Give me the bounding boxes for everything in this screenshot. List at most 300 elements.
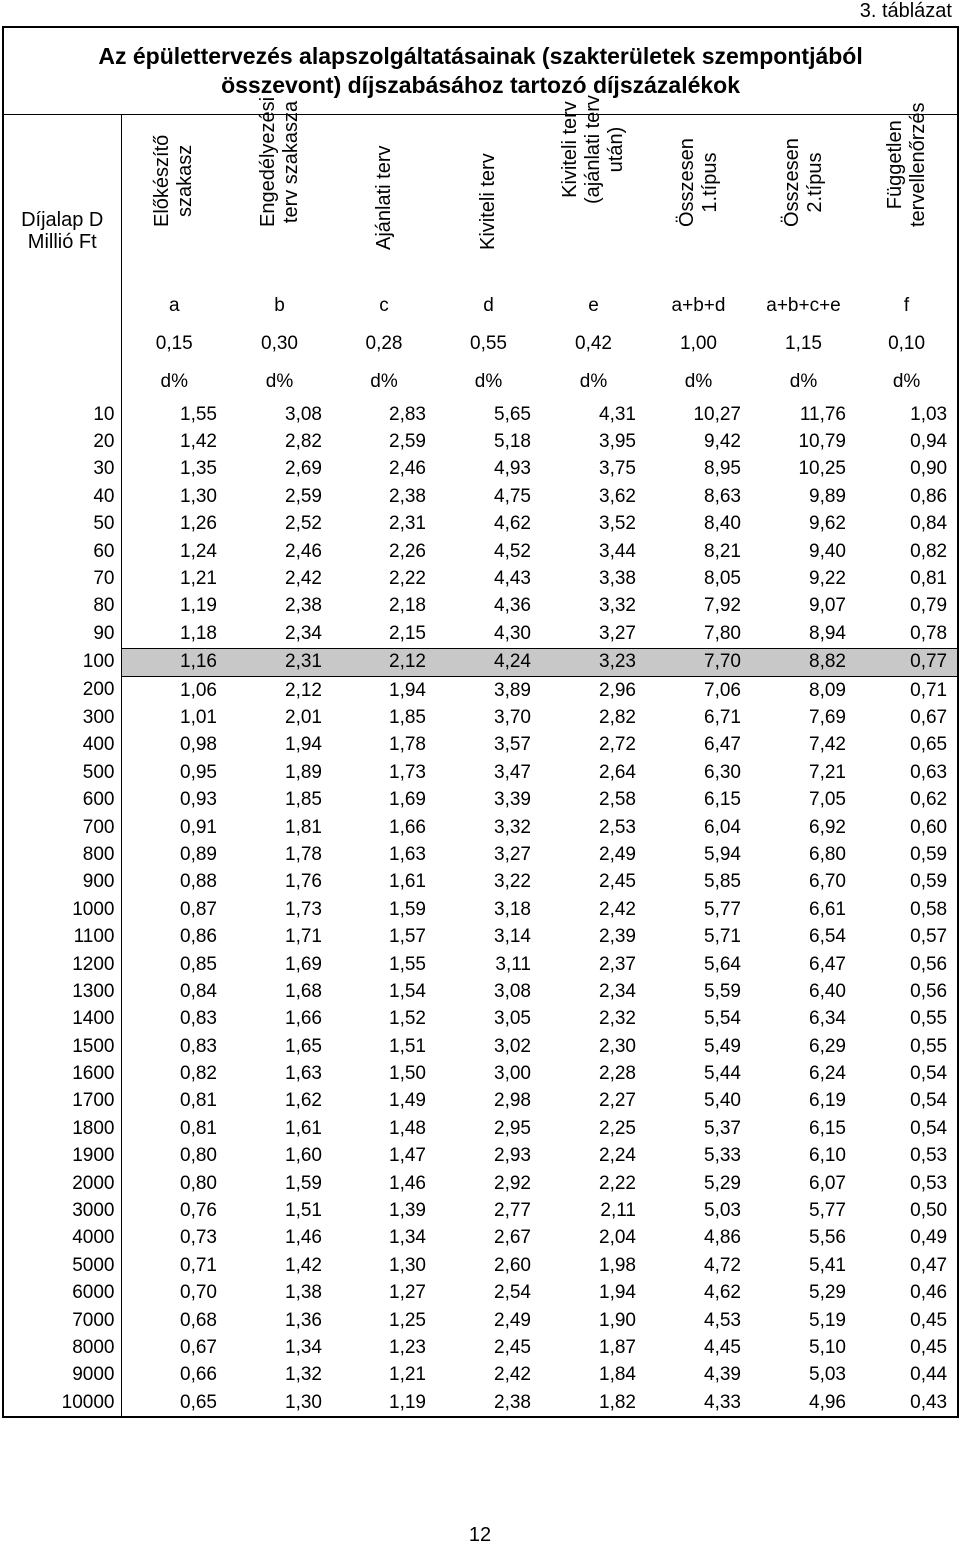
table-cell: 8,09 bbox=[809, 679, 846, 701]
row-label: 300 bbox=[3, 704, 121, 731]
table-title bbox=[3, 27, 958, 115]
column-header-text bbox=[151, 135, 197, 227]
table-cell: 6,40 bbox=[809, 980, 846, 1002]
table-cell: 4,75 bbox=[494, 485, 531, 507]
table-cell: 6,07 bbox=[809, 1172, 846, 1194]
table-cell: 1,62 bbox=[285, 1090, 322, 1112]
table-cell: 0,87 bbox=[180, 898, 217, 920]
table-cell: 0,80 bbox=[180, 1172, 217, 1194]
table-cell: 9,40 bbox=[809, 540, 846, 562]
table-cell: 1,23 bbox=[389, 1336, 426, 1358]
table-cell: 5,03 bbox=[704, 1200, 741, 1222]
table-cell: 2,96 bbox=[599, 679, 636, 701]
table-cell: 4,93 bbox=[494, 458, 531, 480]
table-cell: 0,70 bbox=[180, 1282, 217, 1304]
table-cell: 0,82 bbox=[180, 1063, 217, 1085]
table-cell: 1,78 bbox=[389, 734, 426, 756]
table-cell: 3,70 bbox=[494, 706, 531, 728]
row-label: 800 bbox=[3, 841, 121, 868]
table-cell: 0,93 bbox=[180, 789, 217, 811]
row-label: 50 bbox=[3, 511, 121, 538]
table-cell: 1,66 bbox=[389, 816, 426, 838]
table-cell: 2,34 bbox=[285, 622, 322, 644]
row-label: 6000 bbox=[3, 1280, 121, 1307]
table-cell: 9,07 bbox=[809, 595, 846, 617]
table-cell: 0,49 bbox=[910, 1227, 948, 1249]
table-cell: 4,86 bbox=[704, 1227, 741, 1249]
table-row bbox=[3, 704, 958, 731]
table-cell: 5,19 bbox=[809, 1309, 846, 1331]
table-row bbox=[3, 648, 958, 676]
table-cell: 8,95 bbox=[704, 458, 741, 480]
column-header-line: (ajánlati terv bbox=[582, 95, 604, 204]
table-cell: 1,24 bbox=[180, 540, 217, 562]
table-cell: 3,95 bbox=[599, 431, 636, 453]
column-header-line: Előkészítő bbox=[151, 134, 174, 227]
table-row bbox=[3, 1170, 958, 1197]
table-cell: 10,79 bbox=[798, 431, 846, 453]
table-cell: 3,05 bbox=[494, 1008, 531, 1030]
table-cell: 3,75 bbox=[599, 458, 636, 480]
table-cell: 1,38 bbox=[285, 1282, 322, 1304]
column-header-d bbox=[436, 115, 541, 288]
table-cell: 5,41 bbox=[809, 1254, 846, 1276]
table-cell: 1,52 bbox=[389, 1008, 426, 1030]
table-cell: 1,61 bbox=[285, 1117, 322, 1139]
table-row bbox=[3, 1115, 958, 1142]
table-cell: 8,21 bbox=[704, 540, 741, 562]
table-cell: 1,26 bbox=[180, 513, 217, 535]
table-cell: 1,76 bbox=[285, 871, 322, 893]
column-code: c bbox=[379, 295, 389, 316]
table-cell: 1,42 bbox=[285, 1254, 322, 1276]
column-header-line: Összesen bbox=[780, 138, 803, 227]
table-cell: 0,89 bbox=[180, 843, 217, 865]
table-cell: 7,92 bbox=[704, 595, 741, 617]
table-cell: 3,38 bbox=[599, 568, 636, 590]
fee-table bbox=[2, 26, 959, 1418]
table-cell: 2,22 bbox=[389, 568, 426, 590]
table-cell: 2,59 bbox=[389, 431, 426, 453]
table-cell: 0,71 bbox=[910, 679, 948, 701]
table-row bbox=[3, 483, 958, 510]
table-cell: 0,54 bbox=[910, 1063, 948, 1085]
table-cell: 5,77 bbox=[809, 1200, 846, 1222]
column-header-text bbox=[676, 138, 722, 227]
table-cell: 8,94 bbox=[809, 622, 846, 644]
table-cell: 1,54 bbox=[389, 980, 426, 1002]
table-cell: 3,02 bbox=[494, 1035, 531, 1057]
table-cell: 4,52 bbox=[494, 540, 531, 562]
row-header-line-2: Millió Ft bbox=[27, 231, 97, 253]
column-weight: 0,28 bbox=[365, 333, 403, 354]
row-label: 1700 bbox=[3, 1088, 121, 1115]
table-cell: 4,30 bbox=[494, 622, 531, 644]
table-cell: 2,93 bbox=[494, 1145, 531, 1167]
table-row bbox=[3, 1334, 958, 1361]
table-cell: 2,27 bbox=[599, 1090, 636, 1112]
table-cell: 1,35 bbox=[180, 458, 217, 480]
table-cell: 2,46 bbox=[285, 540, 322, 562]
column-weight: 1,15 bbox=[785, 333, 822, 354]
table-cell: 2,82 bbox=[285, 431, 322, 453]
table-cell: 0,53 bbox=[910, 1172, 948, 1194]
table-cell: 0,54 bbox=[910, 1090, 948, 1112]
table-cell: 0,45 bbox=[910, 1336, 948, 1358]
table-cell: 2,01 bbox=[285, 706, 322, 728]
table-cell: 1,21 bbox=[180, 568, 217, 590]
table-cell: 1,82 bbox=[599, 1391, 636, 1413]
table-cell: 0,55 bbox=[910, 1008, 948, 1030]
table-cell: 2,42 bbox=[494, 1364, 531, 1386]
table-cell: 5,33 bbox=[704, 1145, 741, 1167]
table-row bbox=[3, 428, 958, 455]
table-cell: 9,62 bbox=[809, 513, 846, 535]
table-cell: 2,58 bbox=[599, 789, 636, 811]
table-cell: 2,15 bbox=[389, 622, 426, 644]
row-header-line-1: Díjalap D bbox=[21, 209, 104, 231]
table-cell: 0,58 bbox=[910, 898, 948, 920]
table-cell: 7,42 bbox=[809, 734, 846, 756]
table-cell: 0,80 bbox=[180, 1145, 217, 1167]
column-weight: 0,30 bbox=[261, 333, 298, 354]
table-cell: 2,69 bbox=[285, 458, 322, 480]
column-code: b bbox=[274, 295, 285, 316]
table-cell: 1,57 bbox=[389, 926, 426, 948]
table-cell: 8,82 bbox=[751, 648, 856, 676]
table-cell: 1,36 bbox=[285, 1309, 322, 1331]
column-unit: d% bbox=[892, 371, 921, 392]
table-cell: 0,68 bbox=[180, 1309, 217, 1331]
table-row bbox=[3, 1033, 958, 1060]
table-cell: 2,31 bbox=[389, 513, 426, 535]
column-header-text bbox=[559, 95, 628, 204]
table-cell: 7,05 bbox=[809, 789, 846, 811]
table-row bbox=[3, 538, 958, 565]
table-row bbox=[3, 1197, 958, 1224]
table-cell: 5,56 bbox=[809, 1227, 846, 1249]
table-cell: 5,49 bbox=[704, 1035, 741, 1057]
table-cell: 7,06 bbox=[704, 679, 741, 701]
column-header-e bbox=[541, 95, 646, 288]
column-header-line: tervellenőrzés bbox=[906, 102, 929, 227]
table-cell: 5,18 bbox=[494, 431, 531, 453]
table-cell: 2,32 bbox=[599, 1008, 636, 1030]
row-label: 900 bbox=[3, 869, 121, 896]
table-row bbox=[3, 786, 958, 813]
table-row bbox=[3, 732, 958, 759]
table-cell: 1,85 bbox=[389, 706, 426, 728]
table-cell: 1,94 bbox=[389, 679, 426, 701]
table-cell: 1,81 bbox=[285, 816, 322, 838]
row-label: 400 bbox=[3, 732, 121, 759]
column-unit: d% bbox=[579, 371, 608, 392]
table-row bbox=[3, 1252, 958, 1279]
row-label: 700 bbox=[3, 814, 121, 841]
table-cell: 0,71 bbox=[180, 1254, 217, 1276]
table-cell: 6,04 bbox=[704, 816, 741, 838]
column-header-line: Független bbox=[883, 120, 906, 210]
column-code: f bbox=[903, 295, 910, 316]
row-label: 70 bbox=[3, 565, 121, 592]
table-cell: 0,88 bbox=[180, 871, 217, 893]
table-cell: 5,10 bbox=[809, 1336, 846, 1358]
table-cell: 0,50 bbox=[910, 1200, 948, 1222]
table-cell: 5,03 bbox=[809, 1364, 846, 1386]
table-row bbox=[3, 620, 958, 648]
row-label: 5000 bbox=[3, 1252, 121, 1279]
table-cell: 1,51 bbox=[285, 1200, 322, 1222]
row-label: 1100 bbox=[3, 923, 121, 950]
table-cell: 5,40 bbox=[704, 1090, 741, 1112]
table-cell: 0,85 bbox=[180, 953, 217, 975]
table-row bbox=[3, 841, 958, 868]
table-cell: 1,63 bbox=[389, 843, 426, 865]
table-cell: 6,80 bbox=[809, 843, 846, 865]
table-cell: 0,79 bbox=[910, 595, 948, 617]
table-cell: 3,44 bbox=[599, 540, 636, 562]
table-cell: 1,27 bbox=[389, 1282, 426, 1304]
table-cell: 1,94 bbox=[285, 734, 322, 756]
table-cell: 0,76 bbox=[180, 1200, 217, 1222]
table-cell: 3,22 bbox=[494, 871, 531, 893]
table-cell: 1,59 bbox=[389, 898, 426, 920]
table-cell: 0,81 bbox=[910, 568, 948, 590]
table-row bbox=[3, 923, 958, 950]
table-cell: 1,98 bbox=[599, 1254, 636, 1276]
table-row bbox=[3, 1060, 958, 1087]
table-row bbox=[3, 1143, 958, 1170]
table-cell: 2,38 bbox=[285, 595, 322, 617]
table-cell: 0,45 bbox=[910, 1309, 948, 1331]
table-cell: 2,64 bbox=[599, 761, 636, 783]
column-weight: 0,10 bbox=[888, 333, 926, 354]
table-cell: 3,23 bbox=[541, 648, 646, 676]
table-row bbox=[3, 1280, 958, 1307]
column-header-text bbox=[884, 102, 930, 227]
column-unit: d% bbox=[265, 371, 294, 392]
table-cell: 0,65 bbox=[910, 734, 948, 756]
table-cell: 6,19 bbox=[809, 1090, 846, 1112]
row-label: 100 bbox=[3, 648, 121, 676]
row-label: 1300 bbox=[3, 978, 121, 1005]
table-cell: 5,44 bbox=[704, 1063, 741, 1085]
table-cell: 1,89 bbox=[285, 761, 322, 783]
table-cell: 0,43 bbox=[910, 1391, 948, 1413]
table-cell: 5,71 bbox=[704, 926, 741, 948]
row-label: 1000 bbox=[3, 896, 121, 923]
row-label: 1200 bbox=[3, 951, 121, 978]
column-code: a+b+d bbox=[671, 295, 726, 316]
table-cell: 1,84 bbox=[599, 1364, 636, 1386]
table-cell: 0,67 bbox=[180, 1336, 217, 1358]
row-label: 9000 bbox=[3, 1362, 121, 1389]
table-cell: 1,30 bbox=[180, 485, 217, 507]
table-cell: 3,62 bbox=[599, 485, 636, 507]
table-cell: 2,12 bbox=[285, 679, 322, 701]
column-header-f bbox=[856, 102, 958, 288]
table-cell: 1,46 bbox=[285, 1227, 322, 1249]
table-cell: 3,08 bbox=[285, 403, 322, 425]
table-cell: 7,80 bbox=[704, 622, 741, 644]
table-cell: 4,39 bbox=[704, 1364, 741, 1386]
row-label: 4000 bbox=[3, 1225, 121, 1252]
table-cell: 1,73 bbox=[285, 898, 322, 920]
table-cell: 0,59 bbox=[910, 871, 948, 893]
table-row bbox=[3, 401, 958, 428]
table-cell: 6,24 bbox=[809, 1063, 846, 1085]
table-cell: 2,46 bbox=[389, 458, 426, 480]
table-row bbox=[3, 869, 958, 896]
table-cell: 4,45 bbox=[704, 1336, 741, 1358]
table-cell: 1,94 bbox=[599, 1282, 636, 1304]
table-cell: 2,37 bbox=[599, 953, 636, 975]
table-cell: 0,77 bbox=[856, 648, 958, 676]
row-label: 8000 bbox=[3, 1334, 121, 1361]
table-cell: 2,04 bbox=[599, 1227, 636, 1249]
table-cell: 1,63 bbox=[285, 1063, 322, 1085]
table-cell: 5,29 bbox=[704, 1172, 741, 1194]
table-cell: 6,47 bbox=[809, 953, 846, 975]
table-cell: 3,27 bbox=[599, 622, 636, 644]
column-header-line: Ajánlati terv bbox=[372, 145, 395, 250]
table-cell: 1,06 bbox=[180, 679, 217, 701]
table-cell: 6,70 bbox=[809, 871, 846, 893]
table-cell: 0,60 bbox=[910, 816, 948, 838]
table-cell: 1,19 bbox=[180, 595, 217, 617]
table-cell: 2,24 bbox=[599, 1145, 636, 1167]
row-label: 30 bbox=[3, 456, 121, 483]
table-cell: 3,57 bbox=[494, 734, 531, 756]
table-cell: 1,73 bbox=[389, 761, 426, 783]
table-cell: 2,98 bbox=[494, 1090, 531, 1112]
table-cell: 3,32 bbox=[599, 595, 636, 617]
table-cell: 0,62 bbox=[910, 789, 948, 811]
table-cell: 2,92 bbox=[494, 1172, 531, 1194]
table-cell: 2,45 bbox=[494, 1336, 531, 1358]
table-cell: 1,85 bbox=[285, 789, 322, 811]
table-cell: 1,51 bbox=[389, 1035, 426, 1057]
table-cell: 3,47 bbox=[494, 761, 531, 783]
table-cell: 3,14 bbox=[494, 926, 531, 948]
table-cell: 1,39 bbox=[389, 1200, 426, 1222]
column-weight: 1,00 bbox=[680, 333, 717, 354]
table-cell: 1,42 bbox=[180, 431, 217, 453]
table-row bbox=[3, 1362, 958, 1389]
table-cell: 3,08 bbox=[494, 980, 531, 1002]
row-label: 1400 bbox=[3, 1006, 121, 1033]
table-cell: 6,15 bbox=[704, 789, 741, 811]
column-header-line: után) bbox=[605, 126, 627, 173]
table-cell: 0,84 bbox=[180, 980, 217, 1002]
table-cell: 1,32 bbox=[285, 1364, 322, 1386]
table-cell: 1,69 bbox=[285, 953, 322, 975]
column-unit: d% bbox=[684, 371, 713, 392]
table-cell: 1,47 bbox=[389, 1145, 426, 1167]
table-cell: 2,28 bbox=[599, 1063, 636, 1085]
table-cell: 0,47 bbox=[910, 1254, 948, 1276]
table-cell: 1,34 bbox=[389, 1227, 426, 1249]
table-cell: 0,67 bbox=[910, 706, 948, 728]
column-header-text bbox=[373, 146, 396, 251]
table-cell: 2,49 bbox=[494, 1309, 531, 1331]
row-label: 3000 bbox=[3, 1197, 121, 1224]
column-header-a-b-c-e bbox=[751, 115, 856, 288]
table-cell: 2,25 bbox=[599, 1117, 636, 1139]
table-cell: 3,11 bbox=[495, 953, 531, 975]
table-cell: 1,19 bbox=[389, 1391, 426, 1413]
table-cell: 3,27 bbox=[494, 843, 531, 865]
table-cell: 1,21 bbox=[389, 1364, 426, 1386]
row-label: 1500 bbox=[3, 1033, 121, 1060]
column-header-c bbox=[332, 115, 436, 288]
table-cell: 0,53 bbox=[910, 1145, 948, 1167]
table-cell: 7,69 bbox=[809, 706, 846, 728]
row-label: 40 bbox=[3, 483, 121, 510]
table-cell: 0,63 bbox=[910, 761, 948, 783]
row-label: 500 bbox=[3, 759, 121, 786]
column-header-b bbox=[227, 96, 332, 288]
table-cell: 1,66 bbox=[285, 1008, 322, 1030]
table-cell: 5,37 bbox=[704, 1117, 741, 1139]
table-row bbox=[3, 1225, 958, 1252]
table-cell: 5,85 bbox=[704, 871, 741, 893]
row-label: 80 bbox=[3, 593, 121, 620]
column-weight: 0,55 bbox=[470, 333, 507, 354]
table-cell: 1,18 bbox=[180, 622, 217, 644]
table-cell: 1,90 bbox=[599, 1309, 636, 1331]
table-cell: 2,60 bbox=[494, 1254, 531, 1276]
table-cell: 5,29 bbox=[809, 1282, 846, 1304]
table-cell: 1,03 bbox=[910, 403, 948, 425]
row-label: 1600 bbox=[3, 1060, 121, 1087]
table-cell: 4,72 bbox=[704, 1254, 741, 1276]
table-cell: 6,34 bbox=[809, 1008, 846, 1030]
table-cell: 1,68 bbox=[285, 980, 322, 1002]
table-cell: 0,57 bbox=[910, 926, 948, 948]
table-cell: 4,43 bbox=[494, 568, 531, 590]
table-row bbox=[3, 511, 958, 538]
table-cell: 0,46 bbox=[910, 1282, 948, 1304]
table-cell: 6,61 bbox=[809, 898, 846, 920]
table-cell: 5,64 bbox=[704, 953, 741, 975]
column-header-line: Kiviteli terv bbox=[559, 101, 581, 198]
table-row bbox=[3, 593, 958, 620]
table-cell: 0,55 bbox=[910, 1035, 948, 1057]
row-label: 600 bbox=[3, 786, 121, 813]
column-header-line: terv szakasza bbox=[279, 100, 302, 224]
table-cell: 0,82 bbox=[910, 540, 948, 562]
table-cell: 2,82 bbox=[599, 706, 636, 728]
table-row bbox=[3, 896, 958, 923]
table-cell: 0,94 bbox=[910, 431, 948, 453]
table-cell: 2,38 bbox=[389, 485, 426, 507]
table-cell: 1,46 bbox=[389, 1172, 426, 1194]
table-cell: 2,31 bbox=[227, 648, 332, 676]
table-cell: 1,01 bbox=[180, 706, 217, 728]
table-cell: 1,71 bbox=[285, 926, 322, 948]
column-header-line: Engedélyezési bbox=[256, 96, 279, 227]
table-cell: 2,42 bbox=[285, 568, 322, 590]
table-cell: 2,39 bbox=[599, 926, 636, 948]
table-cell: 9,89 bbox=[809, 485, 846, 507]
table-cell: 9,42 bbox=[704, 431, 741, 453]
table-cell: 0,59 bbox=[910, 843, 948, 865]
table-cell: 0,66 bbox=[180, 1364, 217, 1386]
table-cell: 11,76 bbox=[799, 403, 846, 425]
table-cell: 3,18 bbox=[494, 898, 531, 920]
table-cell: 6,30 bbox=[704, 761, 741, 783]
